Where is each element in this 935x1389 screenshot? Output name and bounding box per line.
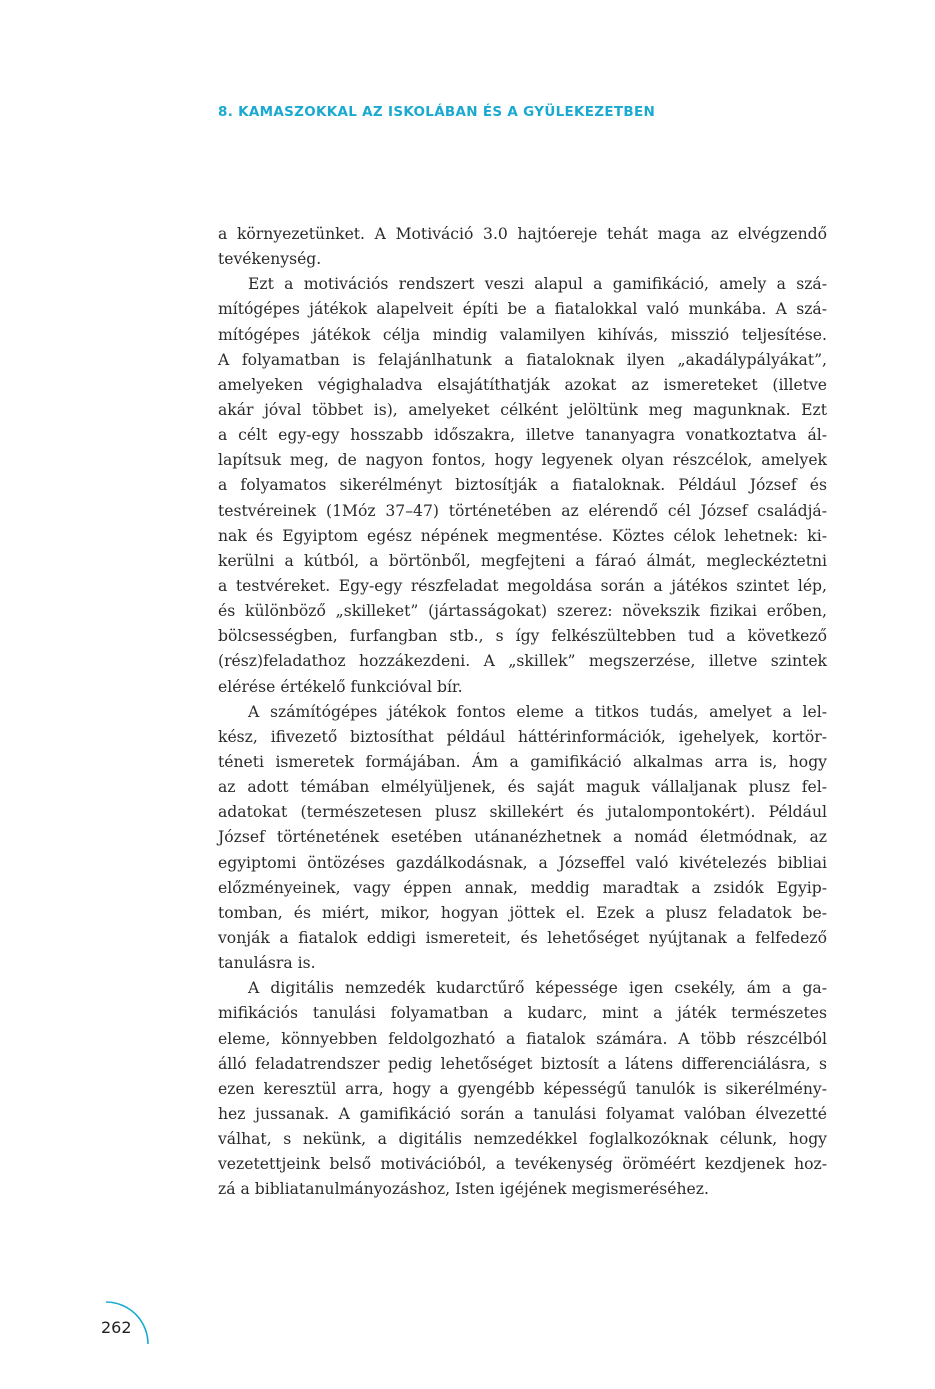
text-line: tomban, és miért, mikor, hogyan jöttek el. Ezek a plusz feladatok be- <box>218 903 827 922</box>
text-line: nak és Egyiptom egész népének megmentése. Köztes célok lehetnek: ki- <box>218 526 827 545</box>
text-line: eleme, könnyebben feldolgozható a fiatalok számára. A több részcélból <box>218 1029 827 1048</box>
page-number: 262 <box>101 1318 132 1337</box>
text-line: zá a bibliatanulmányozáshoz, Isten igéjének megismeréséhez. <box>218 1180 709 1199</box>
text-line: József történetének esetében utánanézhetnek a nomád életmódnak, az <box>218 828 827 847</box>
text-line: (rész)feladathoz hozzákezdeni. A „skillek” megszerzése, illetve szintek <box>218 652 827 671</box>
text-line: kerülni a kútból, a börtönből, megfejteni a fáraó álmát, megleckéztetni <box>218 551 827 570</box>
paragraph-first-line: A digitális nemzedék kudarctűrő képessége igen csekély, ám a ga- <box>248 979 827 998</box>
text-line: tanulásra is. <box>218 954 316 973</box>
text-line: a környezetünket. A Motiváció 3.0 hajtóereje tehát maga az elvégzendő <box>218 225 827 243</box>
text-line: testvéreinek (1Móz 37–47) történetében az elérendő cél József családjá- <box>218 501 827 520</box>
text-line: elérése értékelő funkcióval bír. <box>218 677 463 696</box>
text-line: hez jussanak. A gamifikáció során a tanulási folyamat valóban élvezetté <box>218 1104 827 1123</box>
text-line: tevékenység. <box>218 250 322 269</box>
text-line: adatokat (természetesen plusz skillekért és jutalompontokért). Például <box>218 803 827 822</box>
text-line: akár jóval többet is), amelyeket célként jelöltünk meg magunknak. Ezt <box>218 400 827 419</box>
text-line: vezetettjeink belső motivációból, a tevékenység öröméért kezdjenek hoz- <box>218 1155 827 1174</box>
text-line: az adott témában elmélyüljenek, és saját maguk vállaljanak plusz fel- <box>218 778 827 797</box>
text-line: mítógépes játékok alapelveit építi be a fiatalokkal való munkába. A szá- <box>218 300 827 319</box>
paragraph-first-line: Ezt a motivációs rendszert veszi alapul a gamifikáció, amely a szá- <box>248 275 827 294</box>
text-line: A folyamatban is felajánlhatunk a fiataloknak ilyen „akadálypályákat”, <box>218 350 827 369</box>
text-line: válhat, s nekünk, a digitális nemzedékkel foglalkozóknak célunk, hogy <box>218 1130 827 1149</box>
text-line: vonják a fiatalok eddigi ismereteit, és lehetőséget nyújtanak a felfedező <box>218 928 827 947</box>
text-line: bölcsességben, furfangban stb., s így felkészültebben tud a következő <box>218 627 827 646</box>
text-line: mifikációs tanulási folyamatban a kudarc, mint a játék természetes <box>218 1004 827 1023</box>
text-line: kész, ifivezető biztosíthat például háttérinformációk, igehelyek, kortör- <box>218 727 827 746</box>
text-line: ezen keresztül arra, hogy a gyengébb képességű tanulók is sikerélmény- <box>218 1079 827 1098</box>
chapter-running-header: 8. KAMASZOKKAL AZ ISKOLÁBAN ÉS A GYÜLEKEZETBEN <box>218 104 656 120</box>
text-line: lapítsuk meg, de nagyon fontos, hogy legyenek olyan részcélok, amelyek <box>218 451 827 470</box>
text-line: mítógépes játékok célja mindig valamilyen kihívás, misszió teljesítése. <box>218 325 827 344</box>
text-line: a célt egy-egy hosszabb időszakra, illetve tananyagra vonatkoztatva ál- <box>218 426 827 445</box>
text-line: álló feladatrendszer pedig lehetőséget biztosít a látens differenciálásra, s <box>218 1054 827 1073</box>
text-line: és különböző „skilleket” (jártasságokat) szerez: növekszik fizikai erőben, <box>218 602 827 621</box>
page-number-block <box>80 1296 160 1356</box>
text-line: amelyeken végighaladva elsajátíthatják azokat az ismereteket (illetve <box>218 375 827 394</box>
body-text <box>218 222 827 1202</box>
text-line: egyiptomi öntözéses gazdálkodásnak, a Józseffel való kivételezés bibliai <box>218 853 827 872</box>
paragraph-first-line: A számítógépes játékok fontos eleme a titkos tudás, amelyet a lel- <box>248 702 827 721</box>
text-line: a testvéreket. Egy-egy részfeladat megoldása során a játékos szintet lép, <box>218 576 827 595</box>
text-line: a folyamatos sikerélményt biztosítják a fiataloknak. Például József és <box>218 476 827 495</box>
text-line: téneti ismeretek formájában. Ám a gamifikáció alkalmas arra is, hogy <box>218 752 827 771</box>
text-line: előzményeinek, vagy éppen annak, meddig maradtak a zsidók Egyip- <box>218 878 827 897</box>
